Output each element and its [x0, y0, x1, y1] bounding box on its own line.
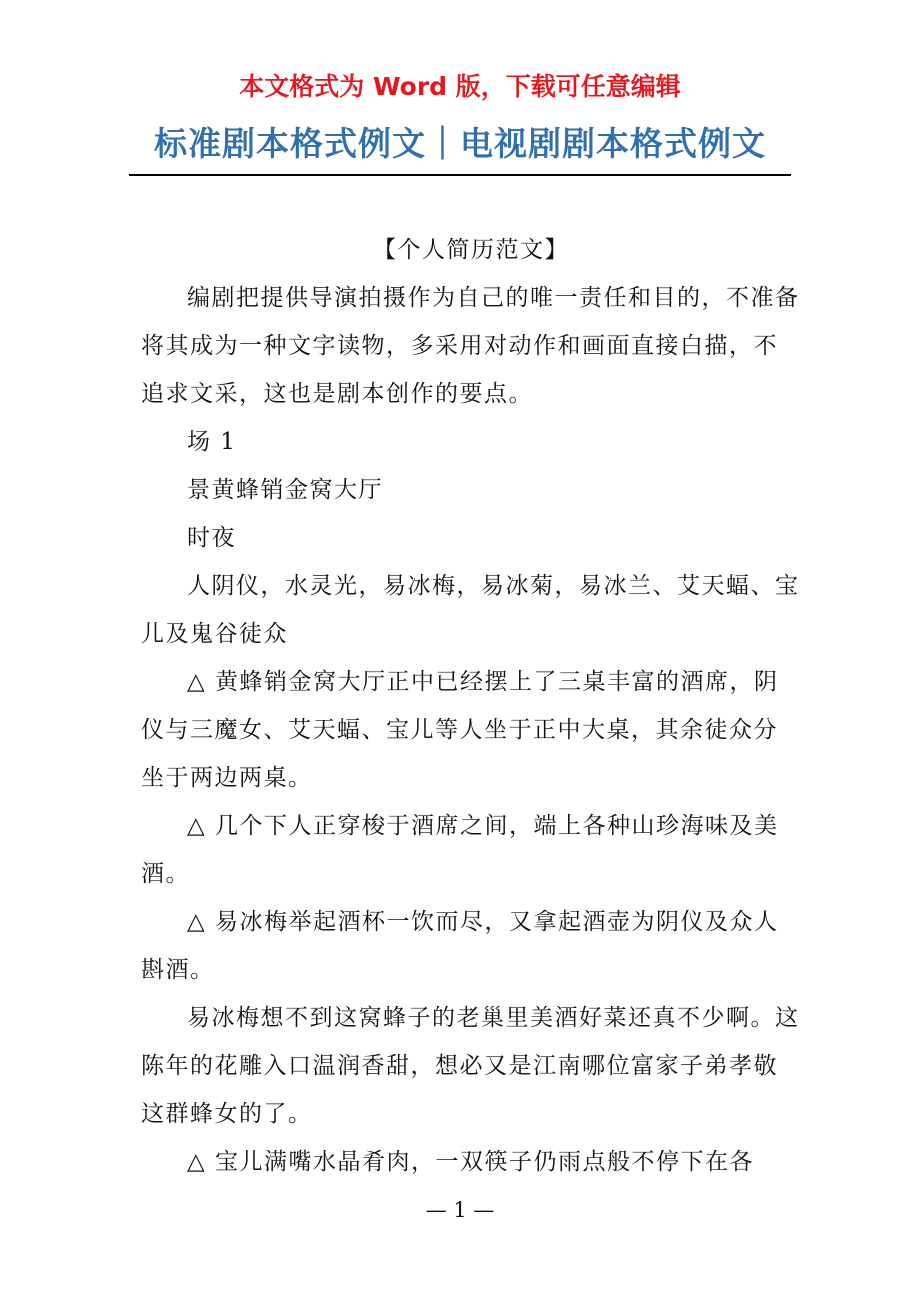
section-heading: 【个人简历范文】: [373, 237, 569, 263]
action-paragraph: △ 黄蜂销金窝大厅正中已经摆上了三桌丰富的酒席，阴仪与三魔女、艾天蝠、宝儿等人坐于正中大桌，其余徒众分坐于两边两桌。: [141, 669, 779, 791]
scene-characters: 人阴仪，水灵光，易冰梅，易冰菊，易冰兰、艾天蝠、宝儿及鬼谷徒众: [141, 573, 800, 647]
page-number: — 1 —: [425, 1198, 495, 1222]
download-notice: 本文格式为 Word 版，下载可任意编辑: [239, 72, 681, 101]
scene-number: 场 1: [187, 429, 237, 455]
document-body: [141, 226, 801, 1186]
scene-time: 时夜: [187, 525, 236, 551]
action-paragraph: △ 几个下人正穿梭于酒席之间，端上各种山珍海味及美酒。: [141, 813, 779, 887]
action-paragraph: △ 宝儿满嘴水晶肴肉，一双筷子仍雨点般不停下在各: [187, 1149, 754, 1175]
title-divider: [129, 174, 791, 176]
intro-paragraph: 编剧把提供导演拍摄作为自己的唯一责任和目的，不准备将其成为一种文字读物，多采用对动作和画面直接白描，不追求文采，这也是剧本创作的要点。: [141, 285, 800, 407]
document-title: 标准剧本格式例文｜电视剧剧本格式例文: [154, 124, 766, 163]
scene-location: 景黄蜂销金窝大厅: [187, 477, 383, 503]
action-paragraph: △ 易冰梅举起酒杯一饮而尽，又拿起酒壶为阴仪及众人斟酒。: [141, 909, 779, 983]
dialogue-paragraph: 易冰梅想不到这窝蜂子的老巢里美酒好菜还真不少啊。这陈年的花雕入口温润香甜，想必又是江南哪位富家子弟孝敬这群蜂女的了。: [141, 1005, 800, 1127]
